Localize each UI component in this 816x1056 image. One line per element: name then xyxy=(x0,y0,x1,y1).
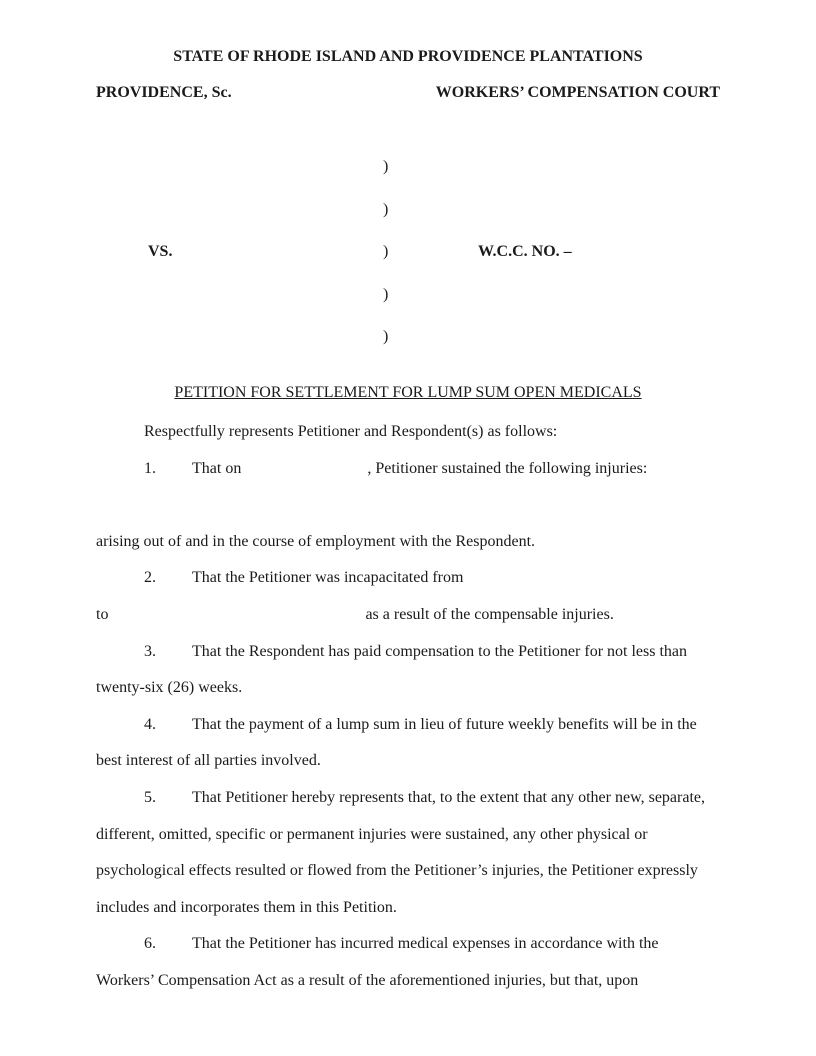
item-6-continuation-line xyxy=(96,963,756,1000)
petition-title xyxy=(0,384,816,402)
item-3-line xyxy=(96,634,756,671)
item-6-line xyxy=(96,926,756,963)
item-2-lead-text: to xyxy=(96,605,109,623)
caption-paren: ) xyxy=(383,243,389,260)
intro-text: Respectfully represents Petitioner and Respondent(s) as follows: xyxy=(144,423,558,440)
item-5-text: That Petitioner hereby represents that, to the extent that any other new, separate, xyxy=(192,788,705,806)
item-2-line xyxy=(96,560,756,597)
item-6-text: That the Petitioner has incurred medical expenses in accordance with the xyxy=(192,935,659,953)
caption-paren: ) xyxy=(383,200,389,218)
caption-paren: ) xyxy=(383,285,389,303)
item-3-continuation-text: twenty-six (26) weeks. xyxy=(96,679,243,697)
case-caption xyxy=(96,156,720,369)
item-5-continuation-text-3: includes and incorporates them in this Petition. xyxy=(96,898,397,916)
item-6-continuation-text: Workers’ Compensation Act as a result of the aforementioned injuries, but that, upon xyxy=(96,971,639,989)
case-number-label: W.C.C. NO. – xyxy=(478,243,572,260)
item-1-number: 1. xyxy=(144,459,156,477)
item-4-continuation-line xyxy=(96,743,756,780)
caption-paren: ) xyxy=(383,158,389,175)
item-4-number: 4. xyxy=(144,715,156,733)
petition-title-text: PETITION FOR SETTLEMENT FOR LUMP SUM OPEN MEDICALS xyxy=(174,384,642,401)
item-2-continuation-line xyxy=(96,597,756,634)
item-4-line xyxy=(96,707,756,744)
item-1-continuation-text: arising out of and in the course of employment with the Respondent. xyxy=(96,532,536,550)
caption-paren: ) xyxy=(383,328,389,345)
item-3-continuation-line xyxy=(96,670,756,707)
item-5-continuation-line-3 xyxy=(96,890,756,927)
caption-row-respondent xyxy=(96,284,720,327)
item-1-continuation-line xyxy=(96,524,756,561)
item-3-text: That the Respondent has paid compensation to the Petitioner for not less than xyxy=(192,642,688,660)
caption-row-vs xyxy=(96,241,720,284)
item-3-number: 3. xyxy=(144,642,156,660)
item-4-continuation-text: best interest of all parties involved. xyxy=(96,752,321,770)
item-5-line xyxy=(96,780,756,817)
item-2-text: That the Petitioner was incapacitated from xyxy=(192,569,464,587)
item-1-trailing-text: , Petitioner sustained the following injuries: xyxy=(367,459,648,477)
item-4-text: That the payment of a lump sum in lieu of future weekly benefits will be in the xyxy=(192,715,697,733)
court-state-heading: STATE OF RHODE ISLAND AND PROVIDENCE PLANTATIONS xyxy=(173,48,643,65)
court-name-label: WORKERS’ COMPENSATION COURT xyxy=(435,84,720,101)
caption-row-petitioner xyxy=(96,156,720,199)
item-2-trailing-text: as a result of the compensable injuries. xyxy=(365,605,614,623)
petition-body xyxy=(96,414,756,1000)
item-5-continuation-line-1 xyxy=(96,817,756,854)
item-5-continuation-text-2: psychological effects resulted or flowed from the Petitioner’s injuries, the Petitioner expressly xyxy=(96,862,698,880)
item-1-line xyxy=(96,451,756,488)
item-2-number: 2. xyxy=(144,569,156,587)
item-5-continuation-text-1: different, omitted, specific or permanent injuries were sustained, any other physical or xyxy=(96,825,648,843)
intro-line xyxy=(96,414,756,451)
item-5-number: 5. xyxy=(144,788,156,806)
caption-row xyxy=(96,326,720,369)
item-6-number: 6. xyxy=(144,935,156,953)
item-1-lead-text: That on xyxy=(192,459,242,477)
caption-row xyxy=(96,199,720,242)
vs-label: VS. xyxy=(148,243,173,260)
venue-label: PROVIDENCE, Sc. xyxy=(96,84,232,101)
item-5-continuation-line-2 xyxy=(96,853,756,890)
injuries-blank-line xyxy=(96,487,756,524)
court-header-row xyxy=(96,84,720,102)
